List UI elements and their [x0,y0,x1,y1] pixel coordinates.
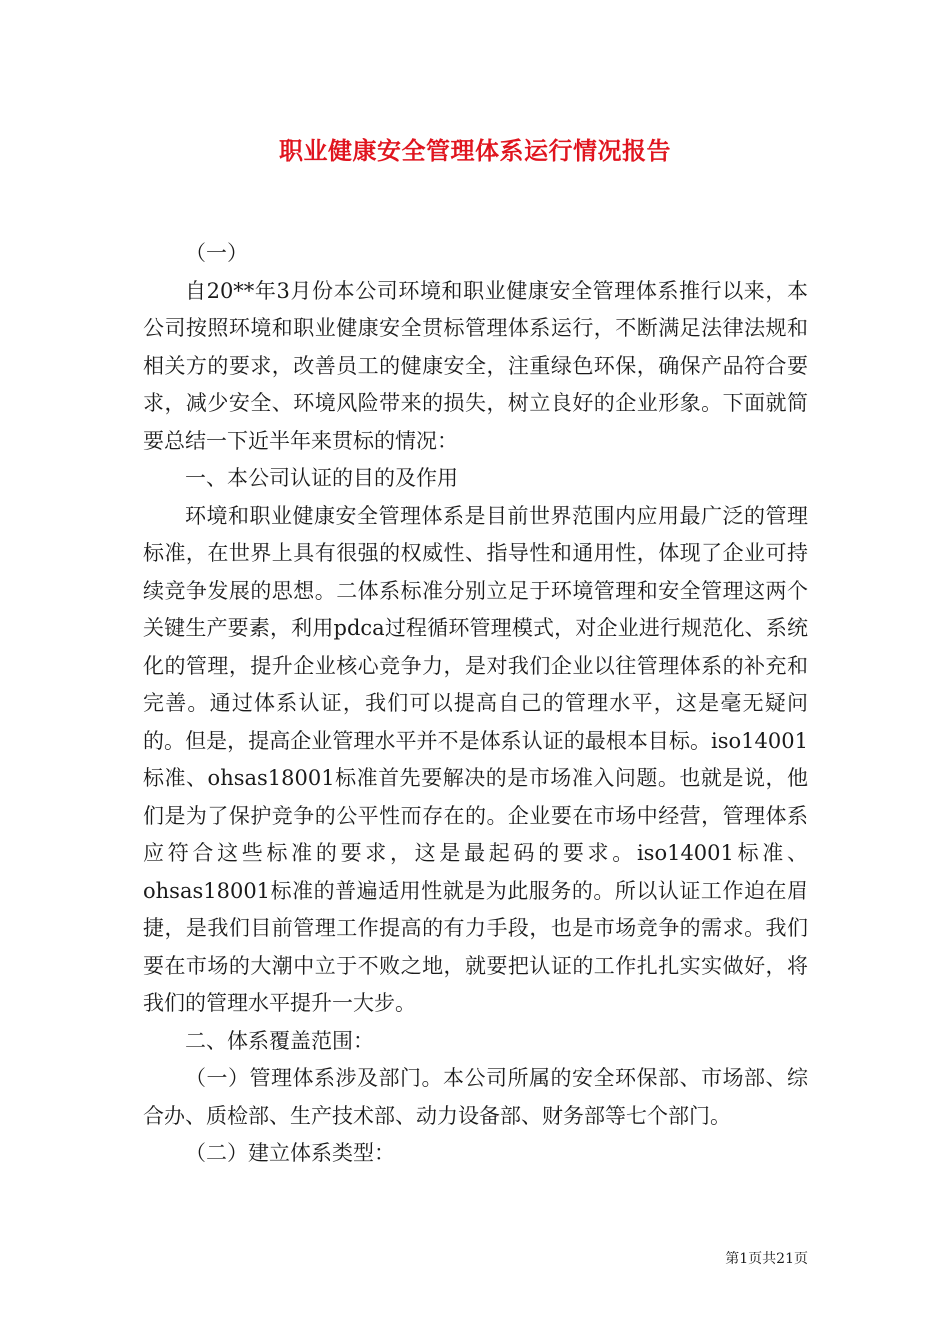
paragraph-intro: 自20**年3月份本公司环境和职业健康安全管理体系推行以来，本公司按照环境和职业健康安全贯标管理体系运行，不断满足法律法规和相关方的要求，改善员工的健康安全，注重绿色环保，确保产品符合要求，减少安全、环境风险带来的损失，树立良好的企业形象。下面就简要总结一下近半年来贯标的情况： [143,278,808,453]
document-body [143,235,808,1173]
paragraph-system-type: （二）建立体系类型： [185,1141,395,1165]
heading-purpose: 一、本公司认证的目的及作用 [185,466,458,490]
paragraph-departments: （一）管理体系涉及部门。本公司所属的安全环保部、市场部、综合办、质检部、生产技术部、动力设备部、财务部等七个部门。 [143,1066,808,1128]
paragraph-purpose: 环境和职业健康安全管理体系是目前世界范围内应用最广泛的管理标准，在世界上具有很强的权威性、指导性和通用性，体现了企业可持续竞争发展的思想。二体系标准分别立足于环境管理和安全管理这两个关键生产要素，利用pdca过程循环管理模式，对企业进行规范化、系统化的管理，提升企业核心竞争力，是对我们企业以往管理体系的补充和完善。通过体系认证，我们可以提高自己的管理水平，这是毫无疑问的。但是，提高企业管理水平并不是体系认证的最根本目标。iso14001标准、ohsas18001标准首先要解决的是市场准入问题。也就是说，他们是为了保护竞争的公平性而存在的。企业要在市场中经营，管理体系应符合这些标准的要求，这是最起码的要求。iso14001标准、ohsas18001标准的普遍适用性就是为此服务的。所以认证工作迫在眉捷，是我们目前管理工作提高的有力手段，也是市场竞争的需求。我们要在市场的大潮中立于不败之地，就要把认证的工作扎扎实实做好，将我们的管理水平提升一大步。 [143,503,808,1015]
paragraph-section-marker: （一） [185,241,248,265]
page-number: 第1页共21页 [725,1251,808,1267]
heading-scope: 二、体系覆盖范围： [185,1028,374,1053]
document-title: 职业健康安全管理体系运行情况报告 [279,136,671,165]
